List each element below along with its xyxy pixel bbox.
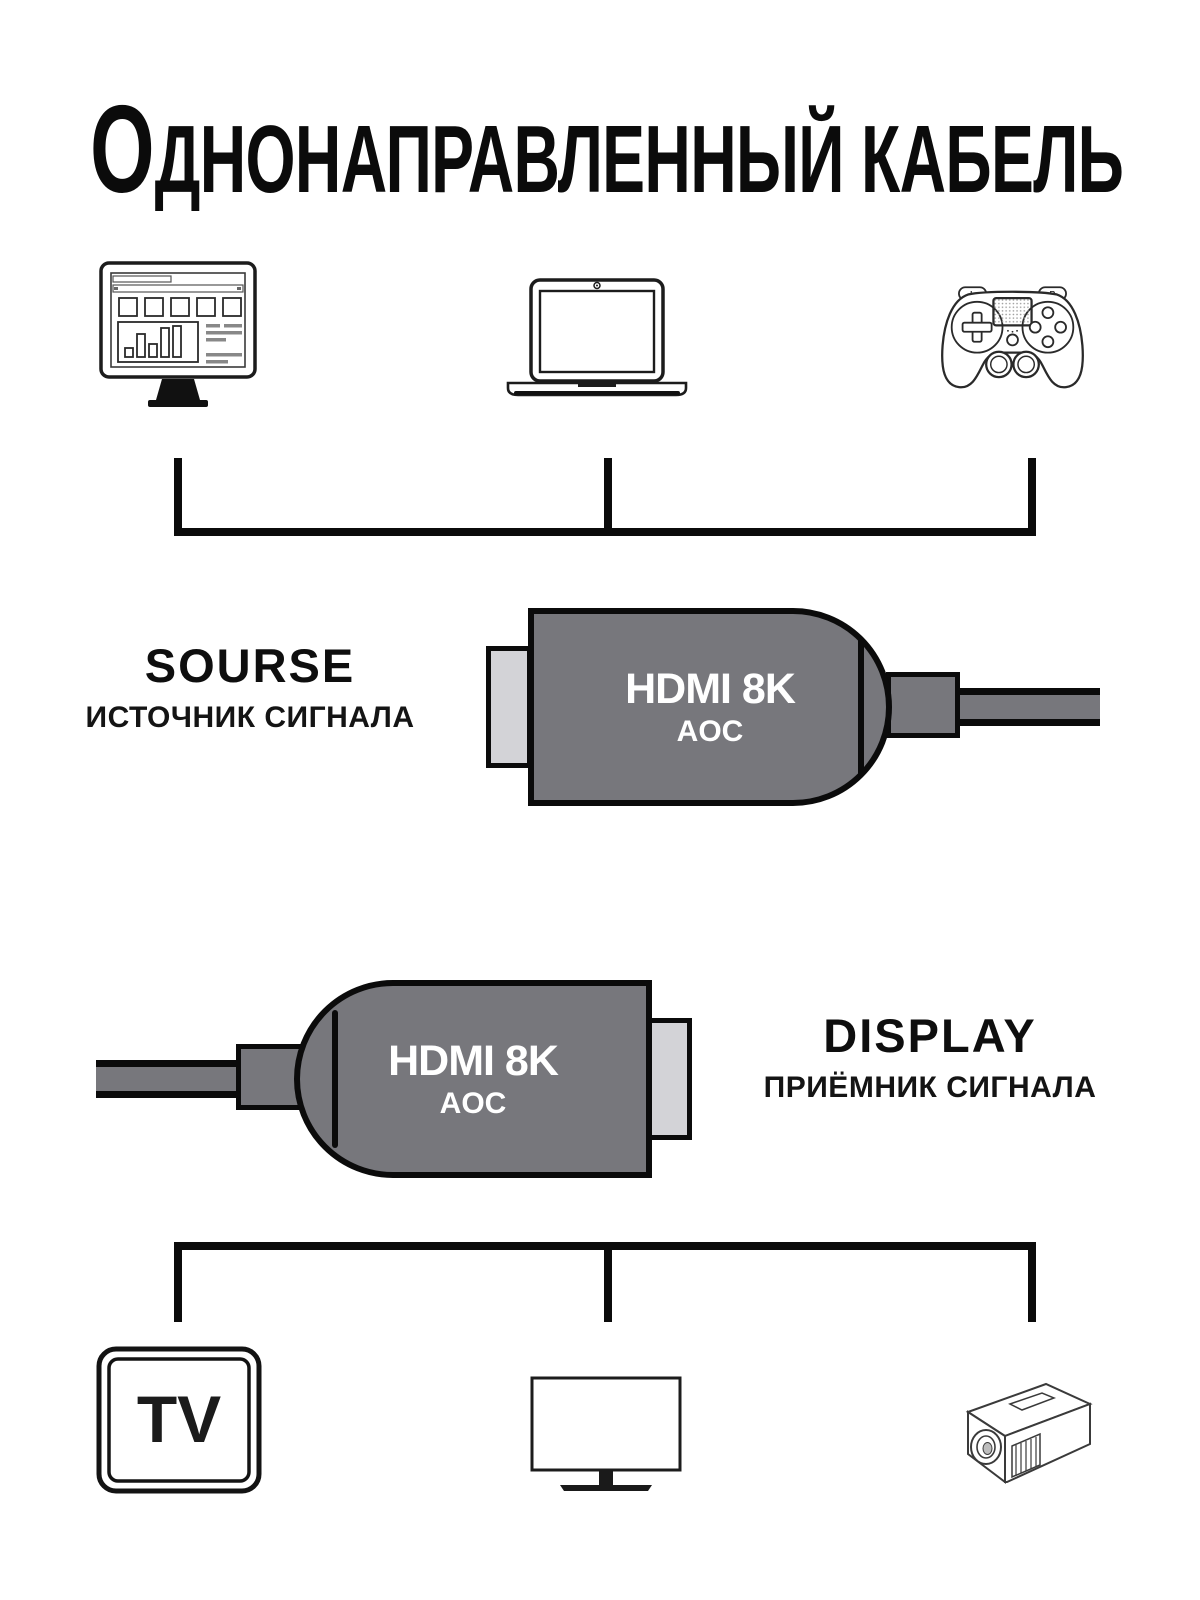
hdmi-label: HDMI 8K	[388, 1036, 558, 1085]
strain-relief	[886, 672, 960, 738]
aoc-label: AOC	[439, 1087, 507, 1121]
display-label-block	[748, 1009, 1112, 1104]
source-bracket-middle-drop	[604, 458, 612, 536]
display-bracket-right-drop	[1028, 1246, 1036, 1322]
aoc-label: AOC	[676, 715, 744, 749]
hdmi-plug-body	[528, 608, 892, 806]
hdmi-plug-source	[486, 608, 1102, 806]
source-bracket-bar	[174, 528, 1036, 536]
cable-segment	[954, 688, 1100, 726]
source-label-secondary: ИСТОЧНИК СИГНАЛА	[85, 701, 415, 734]
display-bracket-left-drop	[174, 1246, 182, 1322]
desktop-computer-icon	[98, 260, 258, 410]
plug-groove-line	[332, 1010, 338, 1148]
laptop-icon	[502, 278, 692, 402]
hdmi-label: HDMI 8K	[625, 664, 795, 713]
source-bracket-right-drop	[1028, 458, 1036, 536]
hdmi-connector-tip	[486, 646, 532, 768]
monitor-icon	[530, 1376, 682, 1494]
display-label-primary: DISPLAY	[823, 1009, 1037, 1062]
game-controller-icon	[935, 280, 1090, 398]
hdmi-plug-display	[96, 980, 696, 1178]
page-title	[90, 81, 1124, 219]
display-label-secondary: ПРИЁМНИК СИГНАЛА	[763, 1071, 1097, 1104]
projector-icon	[948, 1370, 1106, 1488]
plug-groove-line	[858, 638, 864, 776]
source-label-block	[70, 639, 430, 734]
hdmi-connector-tip	[646, 1018, 692, 1140]
tv-icon	[96, 1346, 262, 1494]
source-bracket-left-drop	[174, 458, 182, 536]
display-bracket-middle-drop	[604, 1246, 612, 1322]
title-initial: О	[90, 81, 155, 219]
cable-segment	[96, 1060, 242, 1098]
source-label-primary: SOURSE	[144, 639, 356, 692]
hdmi-plug-body	[294, 980, 652, 1178]
title-rest: ДНОНАПРАВЛЕННЫЙ КАБЕЛЬ	[154, 106, 1124, 213]
tv-text: TV	[136, 1382, 222, 1456]
